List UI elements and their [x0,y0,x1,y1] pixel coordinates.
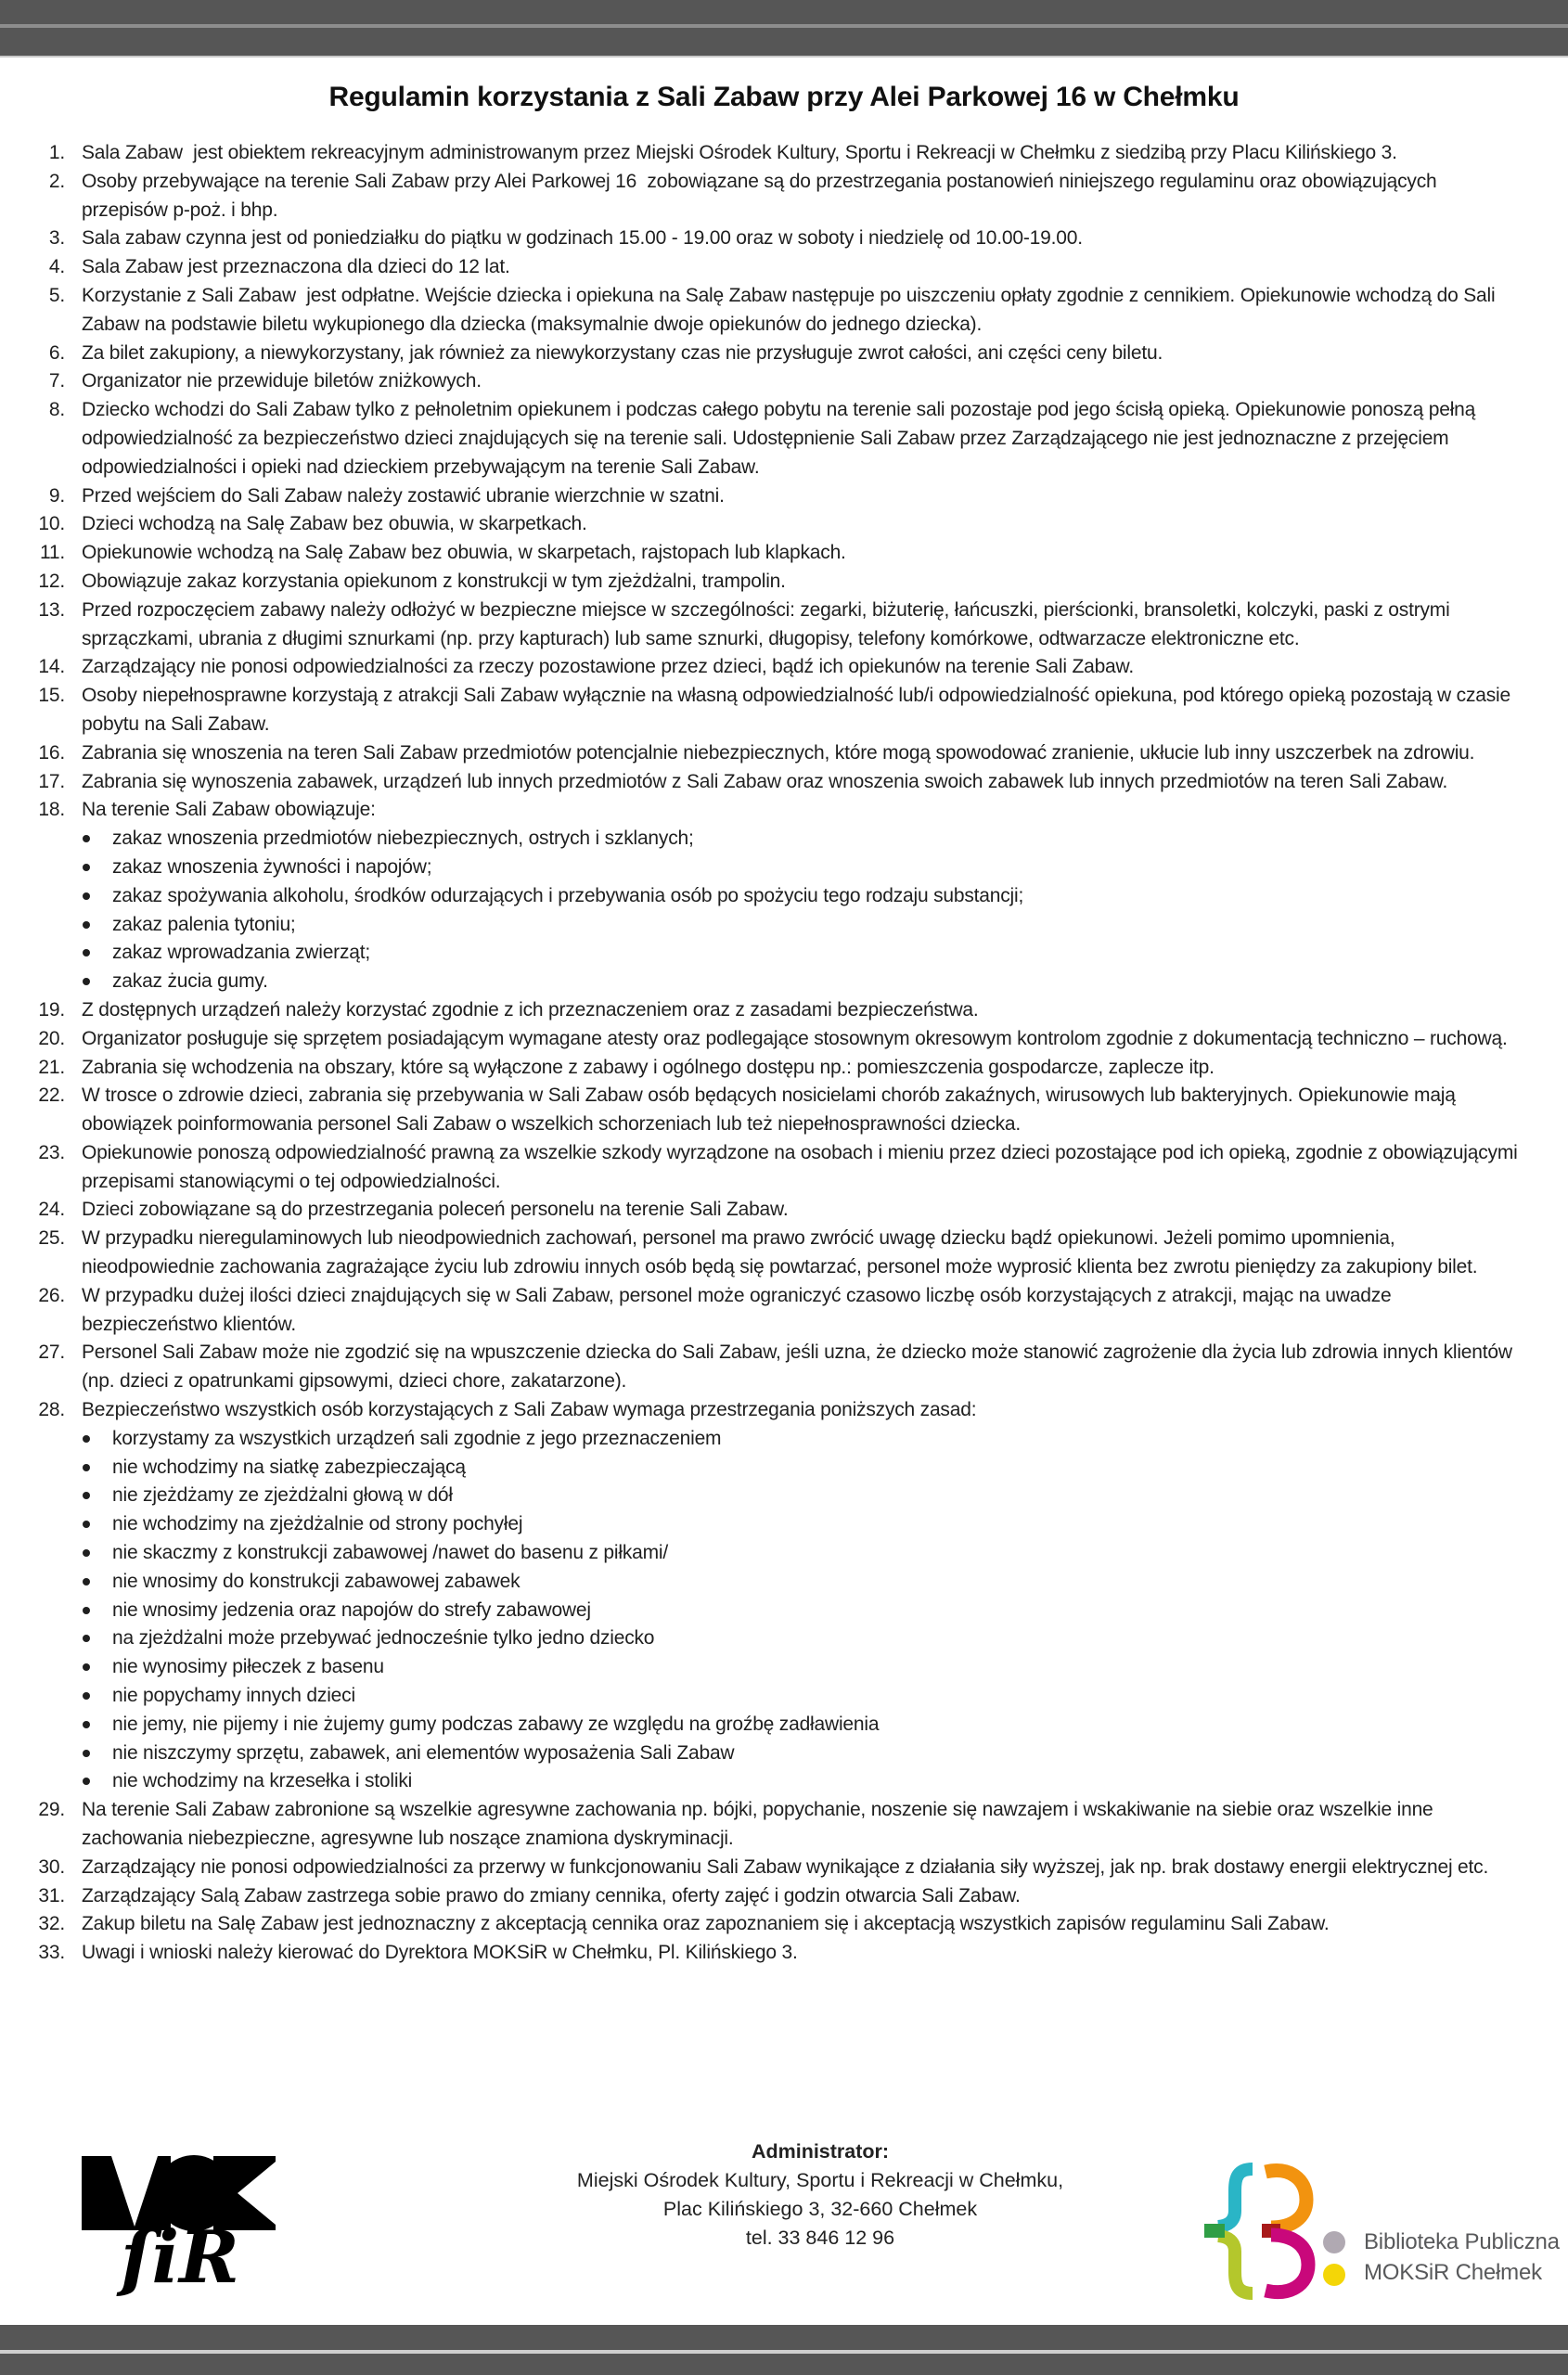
bullet-item [82,1653,1522,1682]
rule-text: Zabrania się wynoszenia zabawek, urządzeń lub innych przedmiotów z Sali Zabaw oraz wnoszenia swoich zabawek lub innych przedmiotów na teren Sali Zabaw. [82,770,1448,792]
rule-item [0,1054,1522,1083]
rule-item [0,1139,1522,1197]
rule-number: 31. [38,1884,65,1906]
bullet-text: korzystamy za wszystkich urządzeń sali zgodnie z jego przeznaczeniem [112,1427,722,1449]
rule-number: 6. [48,341,65,364]
rule-text: Zabrania się wnoszenia na teren Sali Zabaw przedmiotów potencjalnie niebezpiecznych, które mogą spowodować zranienie, ukłucie lub inny uszczerbek na zdrowiu. [82,741,1475,764]
rule-item [0,1339,1522,1396]
rule-item [0,253,1522,282]
rule-number: 8. [48,399,65,421]
bullet-text: zakaz wprowadzania zwierząt; [112,942,371,964]
rule-text: W przypadku nieregulaminowych lub nieodpowiednich zachowań, personel ma prawo zwrócić uwagę dziecku bądź opiekunowi. Jeżeli pomimo upomnienia, nieodpowiednie zachowania zagrażające życiu lub zdrowiu innych osób będą się powtarzać, personel może wyprosić klienta bez zwrotu pieniędzy za zakupiony bilet. [82,1227,1478,1278]
admin-line: tel. 33 846 12 96 [745,2227,895,2249]
library-logo-text [1364,2227,1560,2288]
rule-text: Sala Zabaw jest przeznaczona dla dzieci do 12 lat. [82,256,510,278]
bullet-item [82,854,1522,882]
rule-text: Zakup biletu na Salę Zabaw jest jednoznaczny z akceptacją cennika oraz zapoznaniem się i akceptacją wszystkich zapisów regulaminu Sali Zabaw. [82,1913,1330,1935]
brace-bottom-lime [1218,2236,1253,2293]
rule-text: Osoby niepełnosprawne korzystają z atrakcji Sali Zabaw wyłącznie na własną odpowiedzialność lub/i odpowiedzialność opiekuna, pod którego opieką pozostają w czasie pobytu na Sali Zabaw. [82,685,1516,735]
bullet-text: nie zjeżdżamy ze zjeżdżalni głową w dół [112,1484,453,1507]
rule-number: 28. [38,1399,65,1421]
colon-dot-yellow [1323,2264,1345,2286]
rule-text: Dziecko wchodzi do Sali Zabaw tylko z pełnoletnim opiekunem i podczas całego pobytu na terenie sali pozostaje pod jego ścisłą opieką. Opiekunowie ponoszą pełną odpowiedzialność za bezpieczeństwo dzieci znajdujących się na terenie sali. Udostępnienie Sali Zabaw przez Zarządzającego nie jest jednoznaczne z przejęciem odpowiedzialności i opieki nad dzieckiem przebywającym na terenie Sali Zabaw. [82,399,1481,478]
rule-text: Organizator posługuje się sprzętem posiadającym wymagane atesty oraz podlegające stosownym okresowym kontrolom zgodnie z dokumentacją techniczno – ruchową. [82,1027,1508,1049]
bullet-text: nie skaczmy z konstrukcji zabawowej /nawet do basenu z piłkami/ [112,1542,669,1564]
bullet-text: na zjeżdżalni może przebywać jednocześnie tylko jedno dziecko [112,1627,655,1650]
bullet-item [82,1711,1522,1740]
rule-item [0,367,1522,396]
rule-item [0,539,1522,568]
admin-label: Administrator: [751,2140,890,2163]
b-top-bowl-orange [1266,2171,1306,2227]
rule-item [0,1882,1522,1911]
rule-item [0,168,1522,225]
rule-text: Zarządzający nie ponosi odpowiedzialności za przerwy w funkcjonowaniu Sali Zabaw wynikające z działania siły wyższej, jak np. brak dostawy energii elektrycznej etc. [82,1855,1489,1878]
bullet-text: zakaz wnoszenia przedmiotów niebezpiecznych, ostrych i szklanych; [112,828,694,850]
rule-text: Przed wejściem do Sali Zabaw należy zostawić ubranie wierzchnie w szatni. [82,484,725,507]
rule-number: 15. [38,685,65,707]
bullet-item [82,1682,1522,1711]
rule-item [0,1082,1522,1139]
rule-text: Opiekunowie wchodzą na Salę Zabaw bez obuwia, w skarpetach, rajstopach lub klapkach. [82,542,846,564]
rule-text: Dzieci zobowiązane są do przestrzegania poleceń personelu na terenie Sali Zabaw. [82,1199,789,1221]
rule-item [0,1939,1522,1968]
bullet-item [82,1597,1522,1625]
rule-number: 27. [38,1342,65,1364]
bullet-item [82,882,1522,911]
bullet-text: nie wchodzimy na siatkę zabezpieczającą [112,1456,466,1478]
bullet-item [82,1740,1522,1768]
rule-number: 1. [48,142,65,163]
rule-number: 25. [38,1227,65,1250]
bullet-text: nie wchodzimy na krzesełka i stoliki [112,1770,413,1792]
bullet-text: zakaz palenia tytoniu; [112,913,296,935]
rule-item [0,1025,1522,1054]
rule-item [0,1796,1522,1854]
rule-item [0,340,1522,368]
bullet-item [82,1624,1522,1653]
bottom-bar [0,2325,1568,2375]
library-name-line2: MOKSiR Chełmek [1364,2260,1542,2285]
rule-text: W przypadku dużej ilości dzieci znajdujących się w Sali Zabaw, personel może ograniczyć czasowo liczbę osób korzystających z atrakcji, mając na uwadze bezpieczeństwo klientów. [82,1284,1397,1335]
bullet-text: nie wchodzimy na zjeżdżalnie od strony pochyłej [112,1513,523,1535]
rule-bullets [82,1425,1522,1796]
rule-number: 19. [38,998,65,1021]
bullet-item [82,1539,1522,1568]
rule-number: 5. [48,284,65,306]
mok-script-sir: ſiR [121,2215,240,2300]
rule-number: 32. [38,1913,65,1935]
rule-text: Korzystanie z Sali Zabaw jest odpłatne. Wejście dziecka i opiekuna na Salę Zabaw następuje po uiszczeniu opłaty zgodnie z cennikiem. Opiekunowie wchodzą do Sali Zabaw na podstawie biletu wykupionego dla dziecka (maksymalnie dwoje opiekunów do jednego dziecka). [82,284,1501,335]
rule-number: 13. [38,598,65,621]
rule-text: Przed rozpoczęciem zabawy należy odłożyć w bezpieczne miejsce w szczególności: zegarki, biżuterię, łańcuszki, pierścionki, bransoletki, kolczyki, paski z ostrymi sprzączkami, ubrania z długimi sznurkami (np. przy kapturach) lub same sznurki, długopisy, telefony komórkowe, odtwarzacze elektroniczne etc. [82,598,1456,649]
rule-number: 18. [38,799,65,821]
bullet-item [82,939,1522,968]
bullet-item [82,1482,1522,1510]
rule-number: 4. [48,256,65,278]
rule-number: 3. [48,227,65,250]
rule-text: Dzieci wchodzą na Salę Zabaw bez obuwia, w skarpetkach. [82,513,587,535]
rule-text: Personel Sali Zabaw może nie zgodzić się na wpuszczenie dziecka do Sali Zabaw, jeśli uzna, że dziecko może stanowić zagrożenie dla życia lub zdrowia innych klientów (np. dzieci z opatrunkami gipsowymi, dzieci chore, zakatarzone). [82,1342,1518,1393]
rule-text: Zarządzający Salą Zabaw zastrzega sobie prawo do zmiany cennika, oferty zajęć i godzin otwarcia Sali Zabaw. [82,1884,1021,1906]
bullet-text: nie popychamy innych dzieci [112,1685,355,1707]
rule-number: 14. [38,656,65,678]
rule-number: 33. [38,1942,65,1964]
b-bottom-bowl-magenta [1266,2235,1308,2292]
bullet-text: nie wnosimy jedzenia oraz napojów do strefy zabawowej [112,1598,591,1621]
rule-text: Bezpieczeństwo wszystkich osób korzystających z Sali Zabaw wymaga przestrzegania poniższych zasad: [82,1399,977,1421]
bullet-item [82,1568,1522,1597]
bullet-text: nie wynosimy piłeczek z basenu [112,1656,384,1678]
rule-item [0,597,1522,654]
bullet-text: zakaz żucia gumy. [112,970,268,993]
rule-number: 11. [39,542,65,564]
rule-item [0,1854,1522,1882]
bullet-text: zakaz wnoszenia żywności i napojów; [112,855,432,878]
bottom-bar-seam [0,2350,1568,2354]
rule-item [0,653,1522,682]
rule-number: 17. [38,770,65,792]
rule-text: Na terenie Sali Zabaw obowiązuje: [82,799,376,821]
rule-number: 12. [38,570,65,592]
rule-text: Zarządzający nie ponosi odpowiedzialności za rzeczy pozostawione przez dzieci, bądź ich opiekunów na terenie Sali Zabaw. [82,656,1134,678]
library-logo [1204,2163,1356,2300]
rule-text: Sala Zabaw jest obiektem rekreacyjnym administrowanym przez Miejski Ośrodek Kultury, Sportu i Rekreacji w Chełmku z siedzibą przy Placu Kilińskiego 3. [82,142,1397,163]
rule-item [0,139,1522,168]
rule-item [0,1396,1522,1796]
rule-number: 21. [38,1056,65,1078]
library-name-line1: Biblioteka Publiczna [1364,2229,1560,2254]
bullet-item [82,1425,1522,1454]
rule-text: Na terenie Sali Zabaw zabronione są wszelkie agresywne zachowania np. bójki, popychanie, noszenie się nawzajem i wskakiwanie na siebie oraz wszelkie inne zachowania niebezpieczne, agresywne lub noszące znamiona dyskryminacji. [82,1799,1439,1850]
rule-item [0,1196,1522,1225]
rule-text: Opiekunowie ponoszą odpowiedzialność prawną za wszelkie szkody wyrządzone na osobach i mieniu przez dzieci pozostające pod ich opieką, zgodnie z obowiązującymi przepisami stanowiącymi o tej odpowiedzialności. [82,1141,1523,1192]
rule-number: 29. [38,1799,65,1821]
rule-text: Z dostępnych urządzeń należy korzystać zgodnie z ich przeznaczeniem oraz z zasadami bezpieczeństwa. [82,998,979,1021]
bullet-text: nie jemy, nie pijemy i nie żujemy gumy podczas zabawy ze względu na groźbę zadławienia [112,1713,880,1735]
rule-number: 2. [48,170,65,192]
moksir-logo [82,2150,278,2301]
rule-number: 20. [38,1027,65,1049]
bullet-item [82,1454,1522,1483]
top-bar [0,0,1568,58]
bullet-item [82,825,1522,854]
rule-item [0,768,1522,797]
rule-number: 23. [38,1141,65,1163]
rule-item [0,225,1522,253]
bullet-item [82,1767,1522,1796]
rule-item [0,739,1522,768]
rule-bullets [82,825,1522,996]
rule-item [0,482,1522,511]
rule-item [0,1910,1522,1939]
rule-item [0,282,1522,340]
rule-item [0,1225,1522,1282]
rule-number: 9. [48,484,65,507]
rule-number: 22. [38,1085,65,1107]
rule-item [0,682,1522,739]
rule-number: 26. [38,1284,65,1306]
rule-number: 24. [38,1199,65,1221]
rule-text: Obowiązuje zakaz korzystania opiekunom z konstrukcji w tym zjeżdżalni, trampolin. [82,570,786,592]
rule-item [0,1282,1522,1340]
admin-line: Miejski Ośrodek Kultury, Sportu i Rekreacji w Chełmku, [576,2169,1064,2191]
bullet-item [82,1510,1522,1539]
rule-number: 10. [38,513,65,535]
rule-number: 30. [38,1855,65,1878]
rule-text: W trosce o zdrowie dzieci, zabrania się przebywania w Sali Zabaw osób będących nosicielami chorób zakaźnych, wirusowych lub bakteryjnych. Opiekunowie mają obowiązek poinformowania personel Sali Zabaw o wszelkich schorzeniach lub też niepełnosprawności dziecka. [82,1085,1461,1136]
bullet-item [82,968,1522,996]
rule-text: Organizator nie przewiduje biletów zniżkowych. [82,370,482,392]
page-title: Regulamin korzystania z Sali Zabaw przy Alei Parkowej 16 w Chełmku [328,82,1240,112]
rule-item [0,510,1522,539]
bullet-text: nie niszczymy sprzętu, zabawek, ani elementów wyposażenia Sali Zabaw [112,1741,735,1764]
rule-text: Zabrania się wchodzenia na obszary, które są wyłączone z zabawy i ogólnego dostępu np.: pomieszczenia gospodarcze, zaplecze itp. [82,1056,1215,1078]
rule-item [0,568,1522,597]
brace-nub-green [1204,2224,1225,2238]
rule-text: Uwagi i wnioski należy kierować do Dyrektora MOKSiR w Chełmku, Pl. Kilińskiego 3. [82,1942,798,1964]
bullet-item [82,911,1522,940]
rule-number: 7. [48,370,65,392]
bullet-text: nie wnosimy do konstrukcji zabawowej zabawek [112,1570,521,1592]
bullet-text: zakaz spożywania alkoholu, środków odurzających i przebywania osób po spożyciu tego rodzaju substancji; [112,884,1024,906]
admin-line: Plac Kilińskiego 3, 32-660 Chełmek [662,2198,978,2220]
top-bar-seam [0,24,1568,28]
rule-item [0,796,1522,996]
rule-item [0,996,1522,1025]
rule-number: 16. [38,741,65,764]
colon-dot-gray [1323,2231,1345,2253]
rule-text: Sala zabaw czynna jest od poniedziałku do piątku w godzinach 15.00 - 19.00 oraz w soboty i niedzielę od 10.00-19.00. [82,227,1083,250]
rule-text: Osoby przebywające na terenie Sali Zabaw przy Alei Parkowej 16 zobowiązane są do przestrzegania postanowień niniejszego regulaminu oraz obowiązujących przepisów p-poż. i bhp. [82,170,1443,221]
rules-list [0,139,1522,1968]
rule-text: Za bilet zakupiony, a niewykorzystany, jak również za niewykorzystany czas nie przysługuje zwrot całości, ani części ceny biletu. [82,341,1163,364]
brace-top-teal [1218,2169,1253,2227]
rule-item [0,396,1522,481]
